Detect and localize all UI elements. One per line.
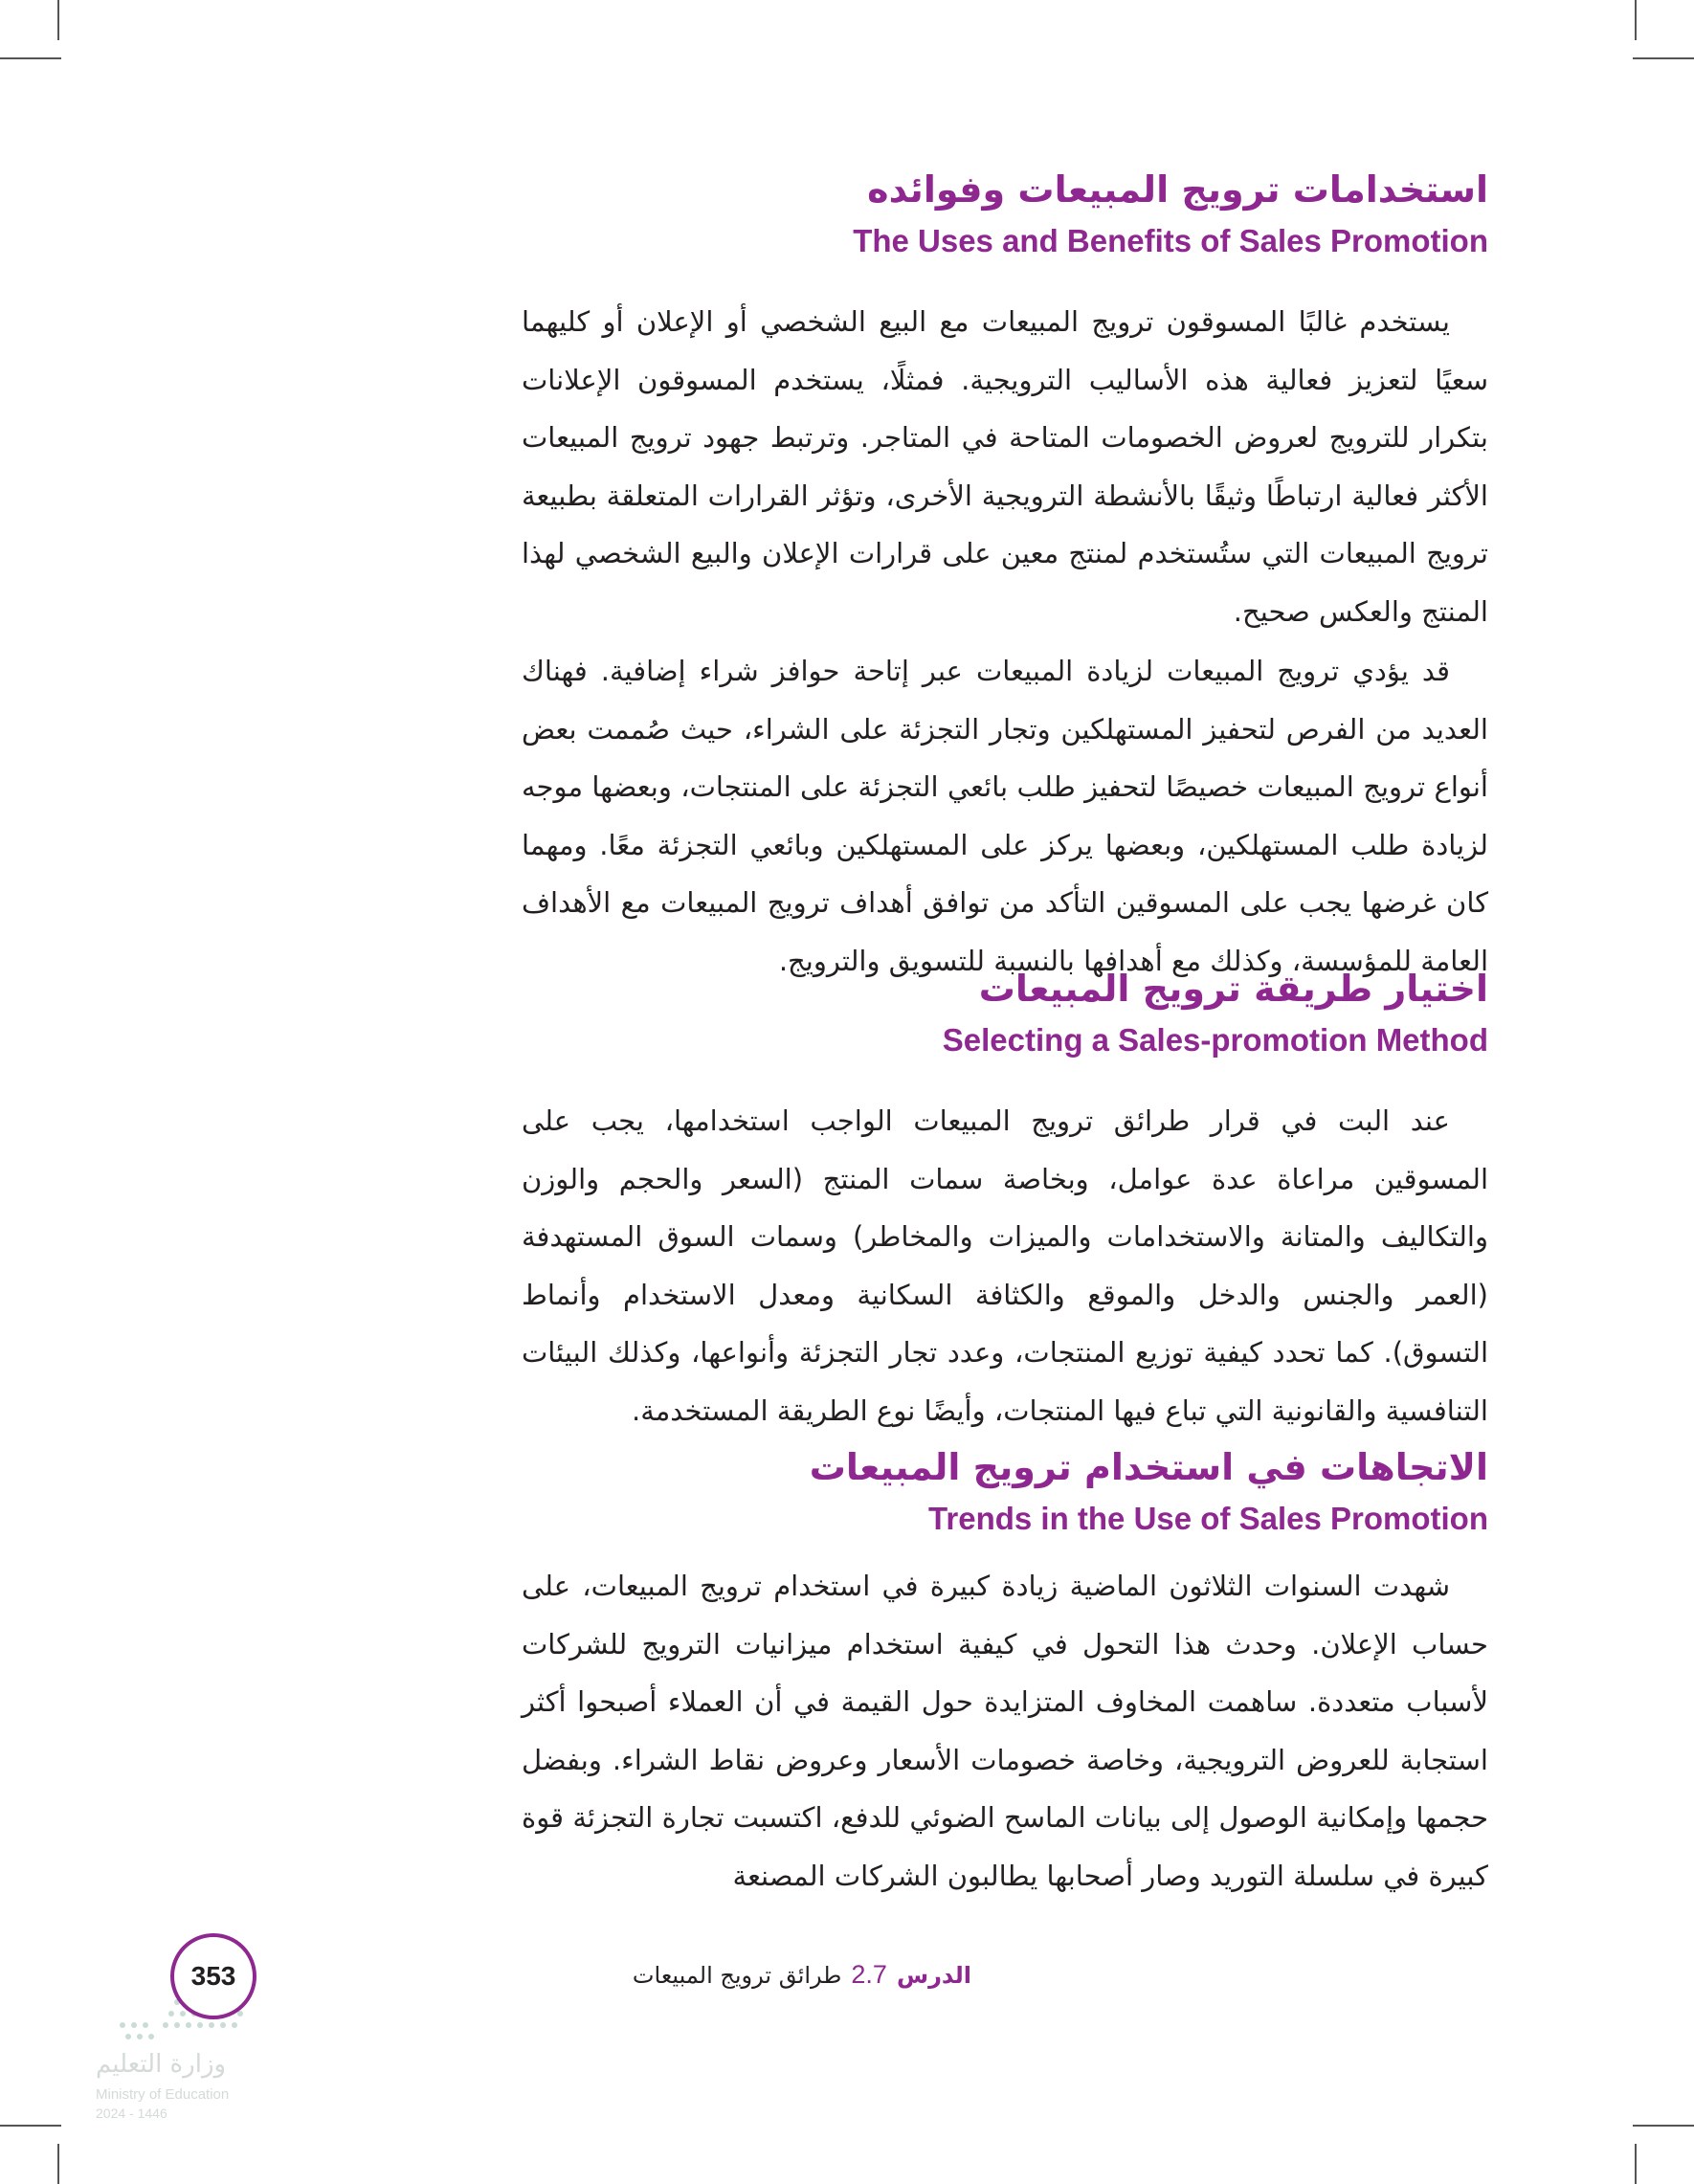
body-paragraph: يستخدم غالبًا المسوقون ترويج المبيعات مع البيع الشخصي أو الإعلان أو كليهما سعيًا لتعزيز فعالية هذه الأساليب الترويجية. فمثلًا، يستخدم المسوقون الإعلانات بتكرار للترويج لعروض الخصومات المتاحة في المتاجر. وترتبط جهود ترويج المبيعات الأكثر فعالية ارتباطًا وثيقًا بالأنشطة الترويجية الأخرى، وتؤثر القرارات المتعلقة بطبيعة ترويج المبيعات التي ستُستخدم لمنتج معين على قرارات الإعلان والبيع الشخصي لهذا المنتج والعكس صحيح.: [522, 305, 1488, 628]
lesson-label: الدرس: [896, 1962, 971, 1989]
lesson-number: 2.7: [851, 1960, 887, 1989]
section-selecting-method: [522, 962, 1488, 1439]
ministry-year: 2024 - 1446: [96, 2106, 167, 2121]
crop-mark: [1633, 2125, 1694, 2127]
section-heading-en: Trends in the Use of Sales Promotion: [928, 1501, 1488, 1536]
crop-mark: [57, 0, 59, 40]
page-number: 353: [170, 1933, 256, 2019]
section-heading-en: Selecting a Sales-promotion Method: [942, 1022, 1488, 1058]
section-trends: [522, 1440, 1488, 1905]
ministry-name-en: Ministry of Education: [96, 2086, 230, 2103]
section-uses-benefits: [522, 163, 1488, 990]
body-paragraph: عند البت في قرار طرائق ترويج المبيعات الواجب استخدامها، يجب على المسوقين مراعاة عدة عوامل، وبخاصة سمات المنتج (السعر والحجم والوزن والتكاليف والمتانة والاستخدامات والميزات والمخاطر) وسمات السوق المستهدفة (العمر والجنس والدخل والموقع والكثافة السكانية ومعدل الاستخدام وأنماط التسوق). كما تحدد كيفية توزيع المنتجات، وعدد تجار التجزئة وأنواعها، وكذلك البيئات التنافسية والقانونية التي تباع فيها المنتجات، وأيضًا نوع الطريقة المستخدمة.: [522, 1104, 1488, 1427]
section-heading-ar: استخدامات ترويج المبيعات وفوائده: [867, 168, 1488, 211]
section-heading-ar: اختيار طريقة ترويج المبيعات: [978, 968, 1488, 1010]
ministry-name-ar: وزارة التعليم: [96, 2050, 227, 2079]
crop-mark: [1633, 57, 1694, 59]
crop-mark: [1635, 2144, 1637, 2184]
crop-mark: [1635, 0, 1637, 40]
footer-lesson: [633, 1952, 971, 1997]
body-paragraph: شهدت السنوات الثلاثون الماضية زيادة كبيرة في استخدام ترويج المبيعات، على حساب الإعلان. وحدث هذا التحول في كيفية استخدام ميزانيات الترويج للشركات لأسباب متعددة. ساهمت المخاوف المتزايدة حول القيمة في أن العملاء أصبحوا أكثر استجابة للعروض الترويجية، وخاصة خصومات الأسعار وعروض نقاط الشراء. وبفضل حجمها وإمكانية الوصول إلى بيانات الماسح الضوئي للدفع، اكتسبت تجارة التجزئة قوة كبيرة في سلسلة التوريد وصار أصحابها يطالبون الشركات المصنعة: [522, 1570, 1488, 1892]
body-paragraph: قد يؤدي ترويج المبيعات لزيادة المبيعات عبر إتاحة حوافز شراء إضافية. فهناك العديد من الفرص لتحفيز المستهلكين وتجار التجزئة على الشراء، حيث صُممت بعض أنواع ترويج المبيعات خصيصًا لتحفيز طلب بائعي التجزئة على المنتجات، وبعضها موجه لزيادة طلب المستهلكين، وبعضها يركز على المستهلكين وبائعي التجزئة معًا. ومهما كان غرضها يجب على المسوقين التأكد من توافق أهداف ترويج المبيعات مع الأهداف العامة للمؤسسة، وكذلك مع أهدافها بالنسبة للتسويق والترويج.: [522, 655, 1488, 977]
section-heading-ar: الاتجاهات في استخدام ترويج المبيعات: [809, 1446, 1488, 1488]
section-heading-en: The Uses and Benefits of Sales Promotion: [853, 223, 1488, 258]
crop-mark: [0, 2125, 61, 2127]
crop-mark: [57, 2144, 59, 2184]
lesson-title: طرائق ترويج المبيعات: [632, 1962, 842, 1989]
crop-mark: [0, 57, 61, 59]
